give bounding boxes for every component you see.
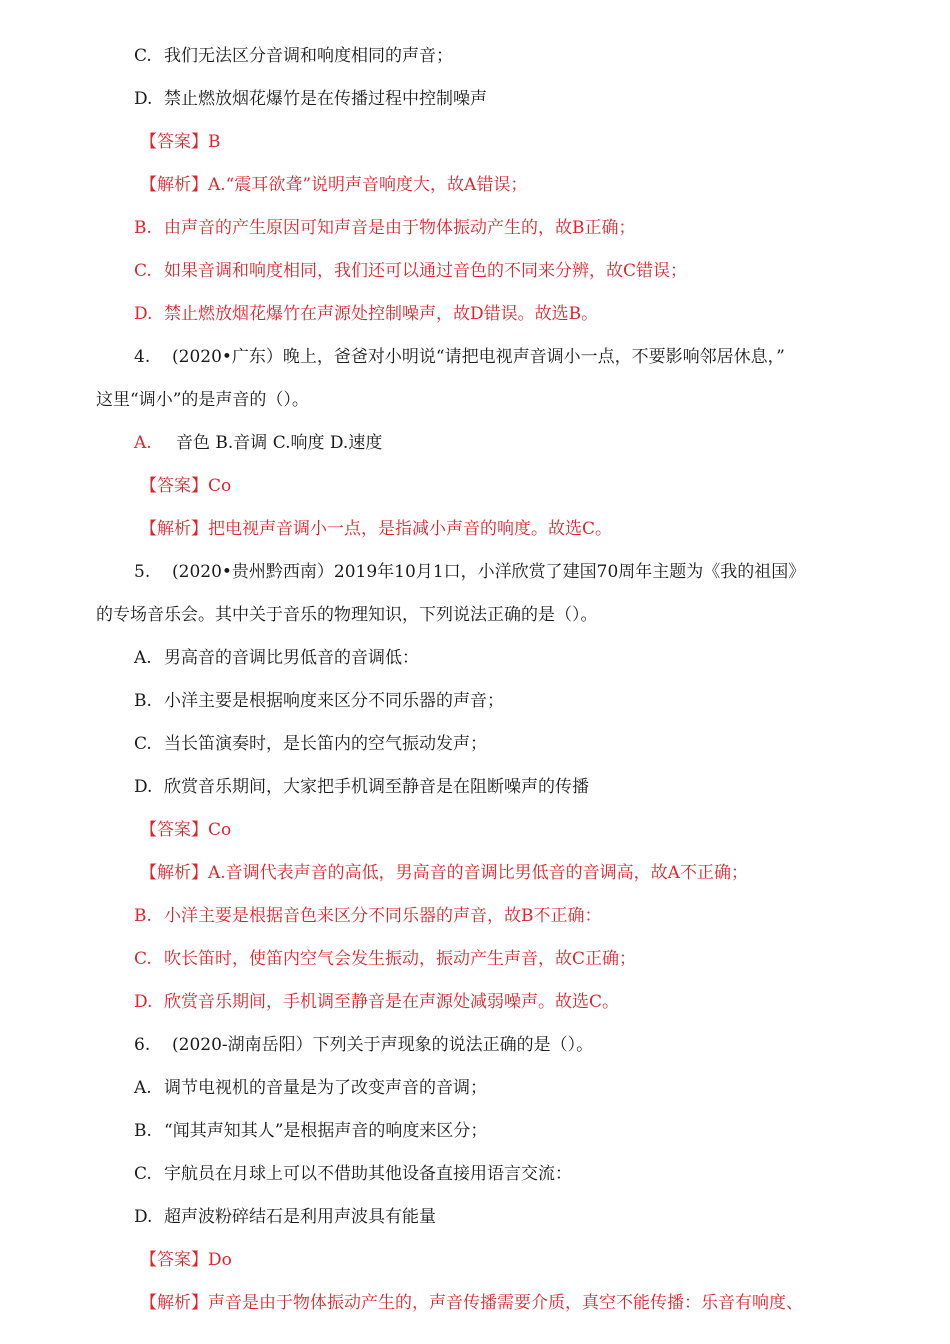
option-label: C. (134, 1164, 152, 1184)
q3-option-d (134, 87, 487, 111)
q5-answer: 【答案】Co (140, 820, 232, 840)
option-text: 宇航员在月球上可以不借助其他设备直接用语言交流： (164, 1164, 572, 1184)
question-number: 5. (134, 562, 151, 582)
question-number: 6. (134, 1035, 151, 1055)
analysis-text: 小洋主要是根据音色来区分不同乐器的声音，故B不正确： (164, 906, 602, 926)
q5-analysis-b (134, 904, 602, 928)
analysis-text: 欣赏音乐期间，手机调至静音是在声源处减弱噪声。故选C。 (164, 992, 620, 1012)
q6-option-c (134, 1162, 572, 1186)
q4-stem (134, 345, 785, 369)
option-text: 欣赏音乐期间，大家把手机调至静音是在阻断噪声的传播 (164, 777, 589, 797)
q4-stem-cont: 这里“调小”的是声音的（）。 (96, 390, 309, 410)
q3-option-c (134, 44, 453, 68)
q6-option-a (134, 1076, 487, 1100)
option-text: 我们无法区分音调和响度相同的声音； (164, 46, 453, 66)
analysis-text: 禁止燃放烟花爆竹在声源处控制噪声，故D错误。故选B。 (164, 304, 599, 324)
q3-analysis-b (134, 216, 636, 240)
option-label: C. (134, 46, 152, 66)
analysis-label: B. (134, 218, 152, 238)
option-text: 小洋主要是根据响度来区分不同乐器的声音； (164, 691, 504, 711)
q3-analysis-d (134, 302, 598, 326)
option-label: A. (134, 648, 152, 668)
option-label: A. (134, 1078, 152, 1098)
option-label: B. (134, 1121, 152, 1141)
option-text: 禁止燃放烟花爆竹是在传播过程中控制噪声 (164, 89, 487, 109)
q5-option-c (134, 732, 487, 756)
option-label: B. (134, 691, 152, 711)
q5-analysis-d (134, 990, 619, 1014)
analysis-text: 吹长笛时，使笛内空气会发生振动，振动产生声音，故C正确； (164, 949, 637, 969)
analysis-label: D. (134, 304, 153, 324)
q4-analysis: 【解析】把电视声音调小一点，是指减小声音的响度。故选C。 (140, 519, 613, 539)
q6-stem (134, 1033, 593, 1057)
q4-options (134, 431, 382, 455)
analysis-label: D. (134, 992, 153, 1012)
q6-answer: 【答案】Do (140, 1250, 232, 1270)
option-label: D. (134, 777, 153, 797)
question-number: 4. (134, 347, 151, 367)
q6-option-b (134, 1119, 487, 1143)
option-text: “闻其声知其人”是根据声音的响度来区分； (164, 1121, 488, 1141)
option-label: A. (134, 433, 152, 453)
question-stem: (2020•贵州黔西南）2019年10月1口，小洋欣赏了建国70周年主题为《我的祖国》 (172, 562, 806, 582)
option-text: 超声波粉碎结石是利用声波具有能量 (164, 1207, 436, 1227)
q5-option-a (134, 646, 419, 670)
q6-analysis: 【解析】声音是由于物体振动产生的，声音传播需要介质，真空不能传播：乐音有响度、 (140, 1293, 803, 1313)
q5-stem-cont: 的专场音乐会。其中关于音乐的物理知识，下列说法正确的是（）。 (96, 605, 598, 625)
q5-analysis: 【解析】A.音调代表声音的高低，男高音的音调比男低音的音调高，故A不正确； (140, 863, 748, 883)
q6-option-d (134, 1205, 436, 1229)
option-label: D. (134, 1207, 153, 1227)
q3-analysis: 【解析】A.“震耳欲聋”说明声音响度大，故A错误； (140, 175, 528, 195)
option-text: 男高音的音调比男低音的音调低： (164, 648, 419, 668)
analysis-label: B. (134, 906, 152, 926)
q4-answer: 【答案】Co (140, 476, 232, 496)
q3-answer: 【答案】B (140, 132, 221, 152)
option-text: 当长笛演奏时，是长笛内的空气振动发声； (164, 734, 487, 754)
q3-analysis-c (134, 259, 687, 283)
analysis-text: 由声音的产生原因可知声音是由于物体振动产生的，故B正确； (164, 218, 636, 238)
question-stem: (2020•广东）晚上，爸爸对小明说“请把电视声音调小一点，不要影响邻居休息，” (172, 347, 785, 367)
option-label: C. (134, 734, 152, 754)
question-stem: (2020-湖南岳阳）下列关于声现象的说法正确的是（）。 (172, 1035, 594, 1055)
analysis-label: C. (134, 261, 152, 281)
q5-stem (134, 560, 805, 584)
q5-option-d (134, 775, 589, 799)
q5-option-b (134, 689, 504, 713)
analysis-text: 如果音调和响度相同，我们还可以通过音色的不同来分辨，故C错误； (164, 261, 688, 281)
analysis-label: C. (134, 949, 152, 969)
options-text: 音色 B.音调 C.响度 D.速度 (176, 433, 383, 453)
option-text: 调节电视机的音量是为了改变声音的音调； (164, 1078, 487, 1098)
option-label: D. (134, 89, 153, 109)
q5-analysis-c (134, 947, 636, 971)
